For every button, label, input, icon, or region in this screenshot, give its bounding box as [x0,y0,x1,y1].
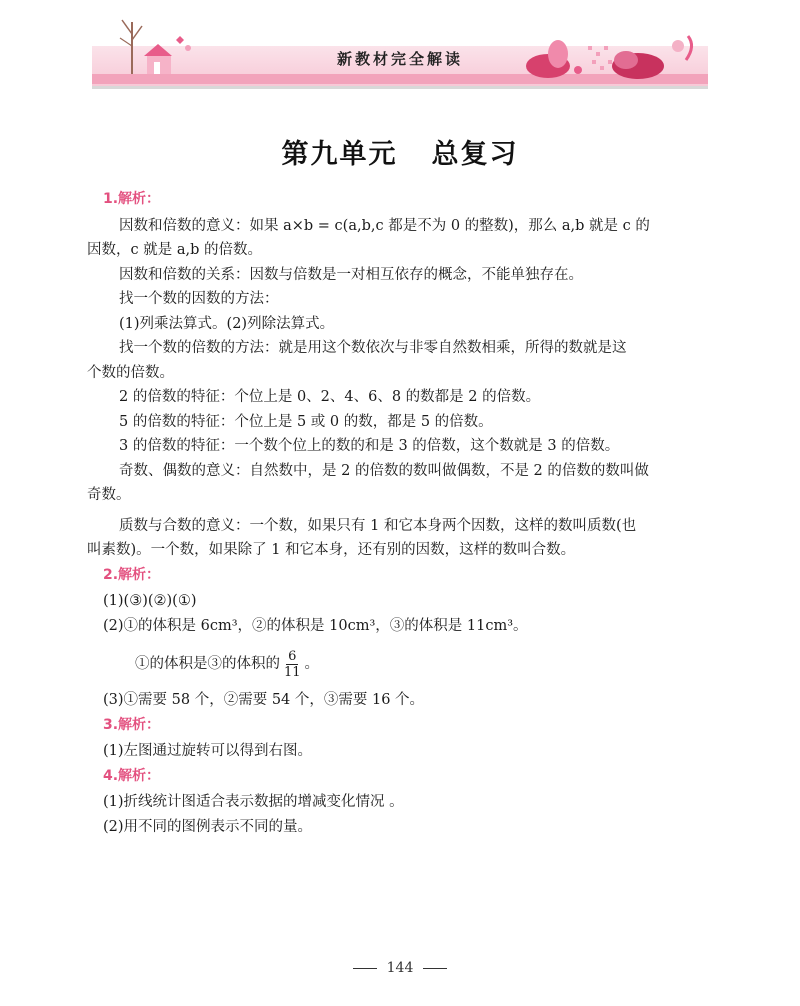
header-rule-shadow [92,86,708,89]
find-multiple-method [87,336,703,385]
section-1-tag: 1.解析： [103,191,161,207]
line: 奇数。 [87,487,131,503]
page-number: 144 [386,960,414,976]
fraction-numerator: 6 [288,648,297,664]
floral-decoration [518,16,708,86]
ratio-suffix: 。 [304,655,320,672]
unit-label: 第九单元 [281,139,398,170]
find-factor-steps: (1)列乘法算式。(2)列除法算式。 [119,315,335,332]
multiple-of-2-rule: 2 的倍数的特征：个位上是 0、2、4、6、8 的数都是 2 的倍数。 [119,389,541,405]
volume-ratio-line [135,644,703,684]
multiple-of-3-rule: 3 的倍数的特征：一个数个位上的数的和是 3 的倍数，这个数就是 3 的倍数。 [119,438,620,454]
find-factor-method: 找一个数的因数的方法： [119,291,279,307]
odd-even-meaning [87,459,703,508]
line: 因数和倍数的意义：如果 a×b = c(a,b,c 都是不为 0 的整数)，那么 a,b 就是 c 的 [119,217,650,234]
line: 因数，c 就是 a,b 的倍数。 [87,242,262,258]
answer-volumes: (2)①的体积是 6cm³，②的体积是 10cm³，③的体积是 11cm³。 [103,617,528,634]
line: 找一个数的倍数的方法：就是用这个数依次与非零自然数相乘，所得的数就是这 [119,340,627,356]
fraction [282,649,303,680]
answer-order: (1)(③)(②)(①) [103,593,197,609]
footer-dash-left [353,968,377,969]
multiple-of-5-rule: 5 的倍数的特征：个位上是 5 或 0 的数，都是 5 的倍数。 [119,413,493,430]
answer-rotation: (1)左图通过旋转可以得到右图。 [103,743,313,759]
page-footer [0,960,800,976]
house-tree-decoration [92,12,212,82]
header-title: 新教材完全解读 [336,50,463,68]
line: 奇数、偶数的意义：自然数中，是 2 的倍数的数叫做偶数，不是 2 的倍数的数叫做 [119,462,649,479]
unit-name: 总复习 [431,139,519,170]
section-4-tag: 4.解析： [103,767,161,784]
section-3-tag: 3.解析： [103,716,161,733]
answer-line-chart: (1)折线统计图适合表示数据的增减变化情况 。 [103,794,404,810]
answer-content [87,187,703,839]
page-header [92,12,708,90]
section-2-tag: 2.解析： [103,566,161,583]
factor-multiple-meaning [87,214,703,263]
line: 叫素数)。一个数，如果除了 1 和它本身，还有别的因数，这样的数叫合数。 [87,542,576,558]
line: 个数的倍数。 [87,364,174,381]
factor-multiple-relation: 因数和倍数的关系：因数与倍数是一对相互依存的概念，不能单独存在。 [119,266,583,283]
ratio-prefix: ①的体积是③的体积的 [135,655,280,672]
answer-cube-counts: (3)①需要 58 个，②需要 54 个，③需要 16 个。 [103,692,425,708]
footer-dash-right [423,968,447,969]
chapter-title [0,132,800,171]
fraction-denominator: 11 [284,664,301,680]
prime-composite-meaning [87,514,703,563]
answer-legend: (2)用不同的图例表示不同的量。 [103,818,313,835]
line: 质数与合数的意义：一个数，如果只有 1 和它本身两个因数，这样的数叫质数(也 [119,517,637,534]
